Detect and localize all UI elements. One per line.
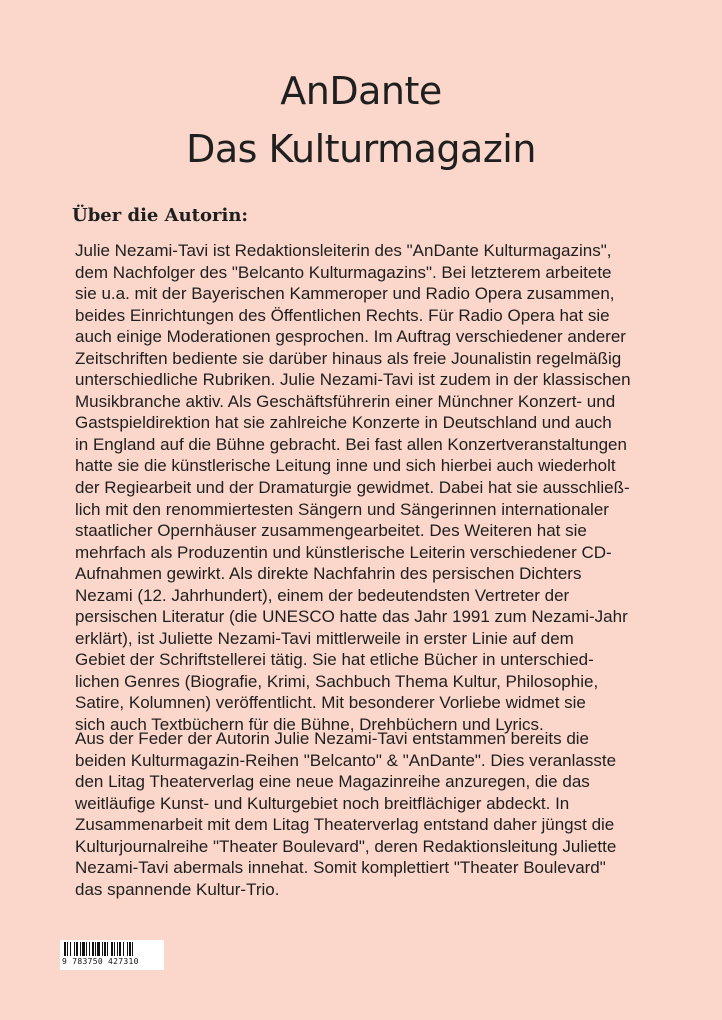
text-line: beides Einrichtungen des Öffentlichen Rechts. Für Radio Opera hat sie xyxy=(75,305,610,325)
barcode-bar xyxy=(86,942,87,956)
text-line: staatlicher Opernhäuser zusammengearbeitet. Des Weiteren hat sie xyxy=(75,521,587,541)
barcode-bar xyxy=(127,942,128,956)
magazine-title xyxy=(0,62,722,178)
text-line: beiden Kulturmagazin-Reihen "Belcanto" & "AnDante". Dies veranlasste xyxy=(75,750,617,770)
barcode-bar xyxy=(107,942,108,956)
text-line: das spannende Kultur-Trio. xyxy=(75,879,280,899)
barcode-bar xyxy=(95,942,96,956)
barcode-bar xyxy=(132,942,133,956)
text-line: persischen Literatur (die UNESCO hatte das Jahr 1991 zum Nezami-Jahr xyxy=(75,607,628,627)
title-line-1: AnDante xyxy=(280,69,442,113)
barcode-bar xyxy=(117,942,118,956)
text-line: hatte sie die künstlerische Leitung inne und sich hierbei auch wiederholt xyxy=(75,456,616,476)
text-line: Zeitschriften bediente sie darüber hinaus als freie Jounalistin regelmäßig xyxy=(75,348,622,368)
text-line: Satire, Kolumnen) veröffentlicht. Mit besonderer Vorliebe widmet sie xyxy=(75,693,586,713)
text-line: Zusammenarbeit mit dem Litag Theaterverlag entstand daher jüngst die xyxy=(75,815,615,835)
text-line: Gebiet der Schriftstellerei tätig. Sie hat etliche Bücher in unterschied- xyxy=(75,650,594,670)
text-line: auch einige Moderationen gesprochen. Im Auftrag verschiedener anderer xyxy=(75,327,626,347)
title-line-2: Das Kulturmagazin xyxy=(186,127,536,171)
barcode-bar xyxy=(129,942,131,956)
text-line: Aufnahmen gewirkt. Als direkte Nachfahrin des persischen Dichters xyxy=(75,564,582,584)
section-heading: Über die Autorin: xyxy=(72,205,249,226)
text-line: Julie Nezami-Tavi ist Redaktionsleiterin des "AnDante Kulturmagazins", xyxy=(75,241,612,260)
barcode-bar xyxy=(111,942,113,956)
barcode-bar xyxy=(70,942,71,956)
barcode-bar xyxy=(89,942,90,956)
barcode-number: 9 783750 427310 xyxy=(62,957,139,966)
text-line: den Litag Theaterverlag eine neue Magazinreihe anzuregen, die das xyxy=(75,772,590,792)
text-line: Musikbranche aktiv. Als Geschäftsführerin einer Münchner Konzert- und xyxy=(75,391,616,411)
barcode-bar xyxy=(119,942,121,956)
barcode-bar xyxy=(104,942,106,956)
text-line: Gastspieldirektion hat sie zahlreiche Konzerte in Deutschland und auch xyxy=(75,413,612,433)
text-line: der Regiearbeit und der Dramaturgie gewidmet. Dabei hat sie ausschließ- xyxy=(75,478,630,498)
barcode-bar xyxy=(114,942,115,956)
series-paragraph xyxy=(75,728,675,900)
barcode-bar xyxy=(67,942,68,956)
text-line: sie u.a. mit der Bayerischen Kammeroper und Radio Opera zusammen, xyxy=(75,284,615,304)
isbn-barcode xyxy=(60,940,164,970)
text-line: lichen Genres (Biografie, Krimi, Sachbuch Thema Kultur, Philosophie, xyxy=(75,671,599,691)
barcode-bar xyxy=(74,942,75,956)
text-line: unterschiedliche Rubriken. Julie Nezami-Tavi ist zudem in der klassischen xyxy=(75,370,631,390)
text-line: erklärt), ist Juliette Nezami-Tavi mittlerweile in erster Linie auf dem xyxy=(75,628,574,648)
text-line: lich mit den renommiertesten Sängern und Sängerinnen internationaler xyxy=(75,499,609,519)
text-line: sich auch Textbüchern für die Bühne, Drehbüchern und Lyrics. xyxy=(75,715,544,735)
text-line: weitläufige Kunst- und Kulturgebiet noch breitflächiger abdeckt. In xyxy=(75,793,570,813)
barcode-bar xyxy=(123,942,124,956)
barcode-bar xyxy=(76,942,78,956)
barcode-bar xyxy=(80,942,81,956)
barcode-bars xyxy=(64,942,160,956)
text-line: dem Nachfolger des "Belcanto Kulturmagazins". Bei letzterem arbeitete xyxy=(75,262,612,282)
barcode-bar xyxy=(97,942,100,956)
author-bio-paragraph xyxy=(75,240,675,736)
text-line: Nezami (12. Jahrhundert), einem der bedeutendsten Vertreter der xyxy=(75,585,570,605)
barcode-bar xyxy=(102,942,103,956)
text-line: Nezami-Tavi abermals innehat. Somit komplettiert "Theater Boulevard" xyxy=(75,858,606,878)
text-line: Kulturjournalreihe "Theater Boulevard", deren Redaktionsleitung Juliette xyxy=(75,836,617,856)
barcode-bar xyxy=(92,942,94,956)
barcode-bar xyxy=(64,942,66,956)
text-line: Aus der Feder der Autorin Julie Nezami-Tavi entstammen bereits die xyxy=(75,729,590,748)
text-line: mehrfach als Produzentin und künstlerische Leiterin verschiedener CD- xyxy=(75,542,612,562)
barcode-bar xyxy=(82,942,85,956)
text-line: in England auf die Bühne gebracht. Bei fast allen Konzertveranstaltungen xyxy=(75,434,627,454)
